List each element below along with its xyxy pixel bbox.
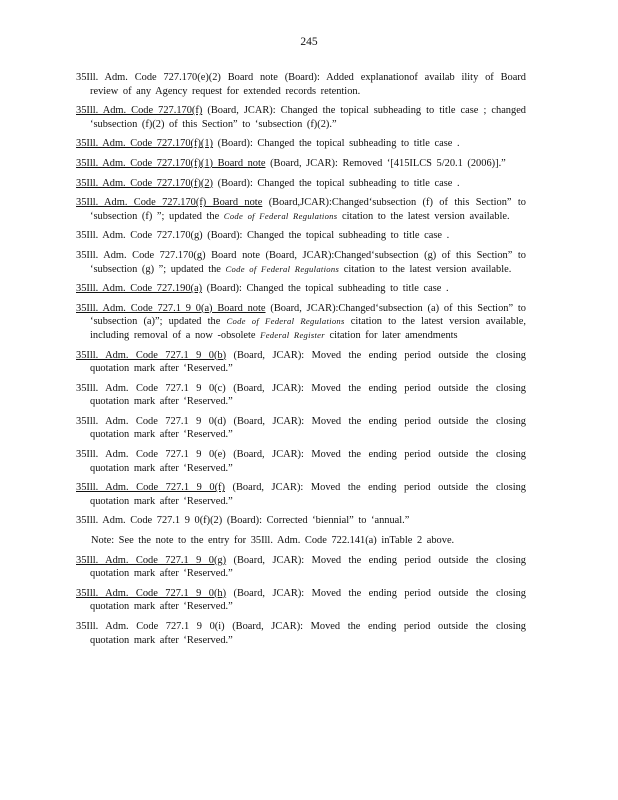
amendment-entry <box>76 382 526 409</box>
entry-text: citation to the latest version available. <box>337 210 510 222</box>
table-note: Note: See the note to the entry for 35Ill. Adm. Code 722.141(a) inTable 2 above. <box>91 535 455 547</box>
entry-citation: 35Ill. Adm. Code 727.170(f)(1) Board note <box>76 157 266 169</box>
entry-text: (Board, JCAR): Removed ‘[415ILCS 5/20.1 (2006)].” <box>265 157 506 169</box>
amendment-entry <box>76 157 526 171</box>
entry-citation: 35Ill. Adm. Code 727.1 9 0(g) <box>76 554 227 566</box>
entry-citation: 35Ill. Adm. Code 727.1 9 0(a) Board note <box>76 302 266 314</box>
entry-citation: 35Ill. Adm. Code 727.1 9 0(h) <box>76 587 227 599</box>
entry-citation: 35Ill. Adm. Code 727.1 9 0(f) <box>76 482 225 494</box>
entry-text: (Board): Changed the topical subheading to title case . <box>213 138 460 150</box>
amendment-entry <box>76 554 526 581</box>
entry-text: citation for later amendments <box>324 329 458 341</box>
amendment-entry <box>76 104 526 131</box>
entry-citation: 35Ill. Adm. Code 727.1 9 0(b) <box>76 349 227 361</box>
entry-text: (Board, JCAR): Moved the ending period outside the closing quotation mark after ‘Reserved.” <box>90 587 527 613</box>
amendment-entry <box>76 514 526 528</box>
entries-before-note <box>76 71 526 528</box>
amendment-entry <box>76 349 526 376</box>
entry-citation: 35Ill. Adm. Code 727.1 9 0(c) <box>76 382 226 394</box>
entry-citation: 35Ill. Adm. Code 727.170(e)(2) <box>76 72 221 83</box>
entry-text: citation to the latest version available, including removal of a now -obsolete <box>90 316 526 341</box>
entry-text: (Board,JCAR):Changed‘subsection (f) of this Section” to ‘subsection (f) ”; updated the <box>90 197 526 222</box>
entry-text: (Board, JCAR): Moved the ending period outside the closing quotation mark after ‘Reserved.” <box>90 482 526 507</box>
amendment-entry <box>76 177 526 191</box>
entry-citation: 35Ill. Adm. Code 727.170(f) Board note <box>76 197 263 209</box>
entry-text: (Board): Changed the topical subheading to title case . <box>213 177 460 189</box>
entry-italic-title: Code of Federal Regulations <box>226 316 345 327</box>
entry-text: Board note (Board, JCAR):Changed‘subsection (g) of this Section” to ‘subsection (g) ”; updated the <box>90 249 527 275</box>
amendment-entry <box>76 302 526 343</box>
entry-text: (Board): Changed the topical subheading to title case . <box>202 283 449 295</box>
entry-citation: 35Ill. Adm. Code 727.1 9 0(d) <box>76 415 227 427</box>
entry-text: Board note (Board): Added explanationof availab ility of Board review of any Agency request for extended records retention. <box>90 72 526 97</box>
entry-text: (Board, JCAR): Moved the ending period outside the closing quotation mark after ‘Reserved.” <box>90 415 527 441</box>
entry-citation: 35Ill. Adm. Code 727.1 9 0(e) <box>76 449 226 461</box>
entry-citation: 35Ill. Adm. Code 727.1 9 0(f)(2) <box>76 515 223 527</box>
amendment-entry <box>76 137 526 151</box>
entry-citation: 35Ill. Adm. Code 727.170(f) <box>76 105 203 117</box>
amendment-entry <box>76 620 526 647</box>
entry-italic-title: Code of Federal Regulations <box>225 263 340 274</box>
amendment-entry <box>76 229 526 243</box>
amendment-entry <box>76 415 526 442</box>
amendment-entry <box>76 196 526 223</box>
entry-citation: 35Ill. Adm. Code 727.170(g) <box>76 249 206 261</box>
entry-citation: 35Ill. Adm. Code 727.190(a) <box>76 283 203 295</box>
entry-text: (Board, JCAR):Changed‘subsection (a) of this Section” to ‘subsection (a)”; updated the <box>90 302 527 328</box>
entry-text: (Board, JCAR): Moved the ending period outside the closing quotation mark after ‘Reserved.” <box>90 449 526 474</box>
entry-citation: 35Ill. Adm. Code 727.170(g) <box>76 230 203 242</box>
entries-after-note <box>76 554 526 648</box>
entry-text: (Board, JCAR): Changed the topical subheading to title case ; changed ‘subsection (f)(2) of this Section” to ‘subsection (f)(2).” <box>90 105 527 130</box>
entry-citation: 35Ill. Adm. Code 727.170(f)(1) <box>76 138 214 150</box>
amendment-entry <box>76 249 526 276</box>
amendment-entry <box>76 481 526 508</box>
amendment-entry <box>76 587 526 614</box>
entry-text: (Board, JCAR): Moved the ending period outside the closing quotation mark after ‘Reserved.” <box>90 349 527 375</box>
amendment-entry <box>76 448 526 475</box>
amendment-entry <box>76 71 526 98</box>
entry-text: (Board, JCAR): Moved the ending period outside the closing quotation mark after ‘Reserved.” <box>90 382 526 408</box>
entry-italic-title: Code of Federal Regulations <box>223 210 338 221</box>
page-number: 245 <box>300 36 318 48</box>
entry-text: (Board): Corrected ‘biennial” to ‘annual.” <box>222 515 410 527</box>
entry-citation: 35Ill. Adm. Code 727.1 9 0(i) <box>76 621 225 632</box>
entry-italic-title: Federal Register <box>260 329 325 340</box>
entry-text: (Board, JCAR): Moved the ending period outside the closing quotation mark after ‘Reserved.” <box>90 621 527 646</box>
entry-text: (Board, JCAR): Moved the ending period outside the closing quotation mark after ‘Reserved.” <box>90 554 527 580</box>
entry-text: citation to the latest version available. <box>339 263 512 275</box>
amendment-entry <box>76 282 526 296</box>
entry-citation: 35Ill. Adm. Code 727.170(f)(2) <box>76 177 214 189</box>
entry-text: (Board): Changed the topical subheading to title case . <box>202 230 450 242</box>
amendment-entries <box>76 71 526 653</box>
